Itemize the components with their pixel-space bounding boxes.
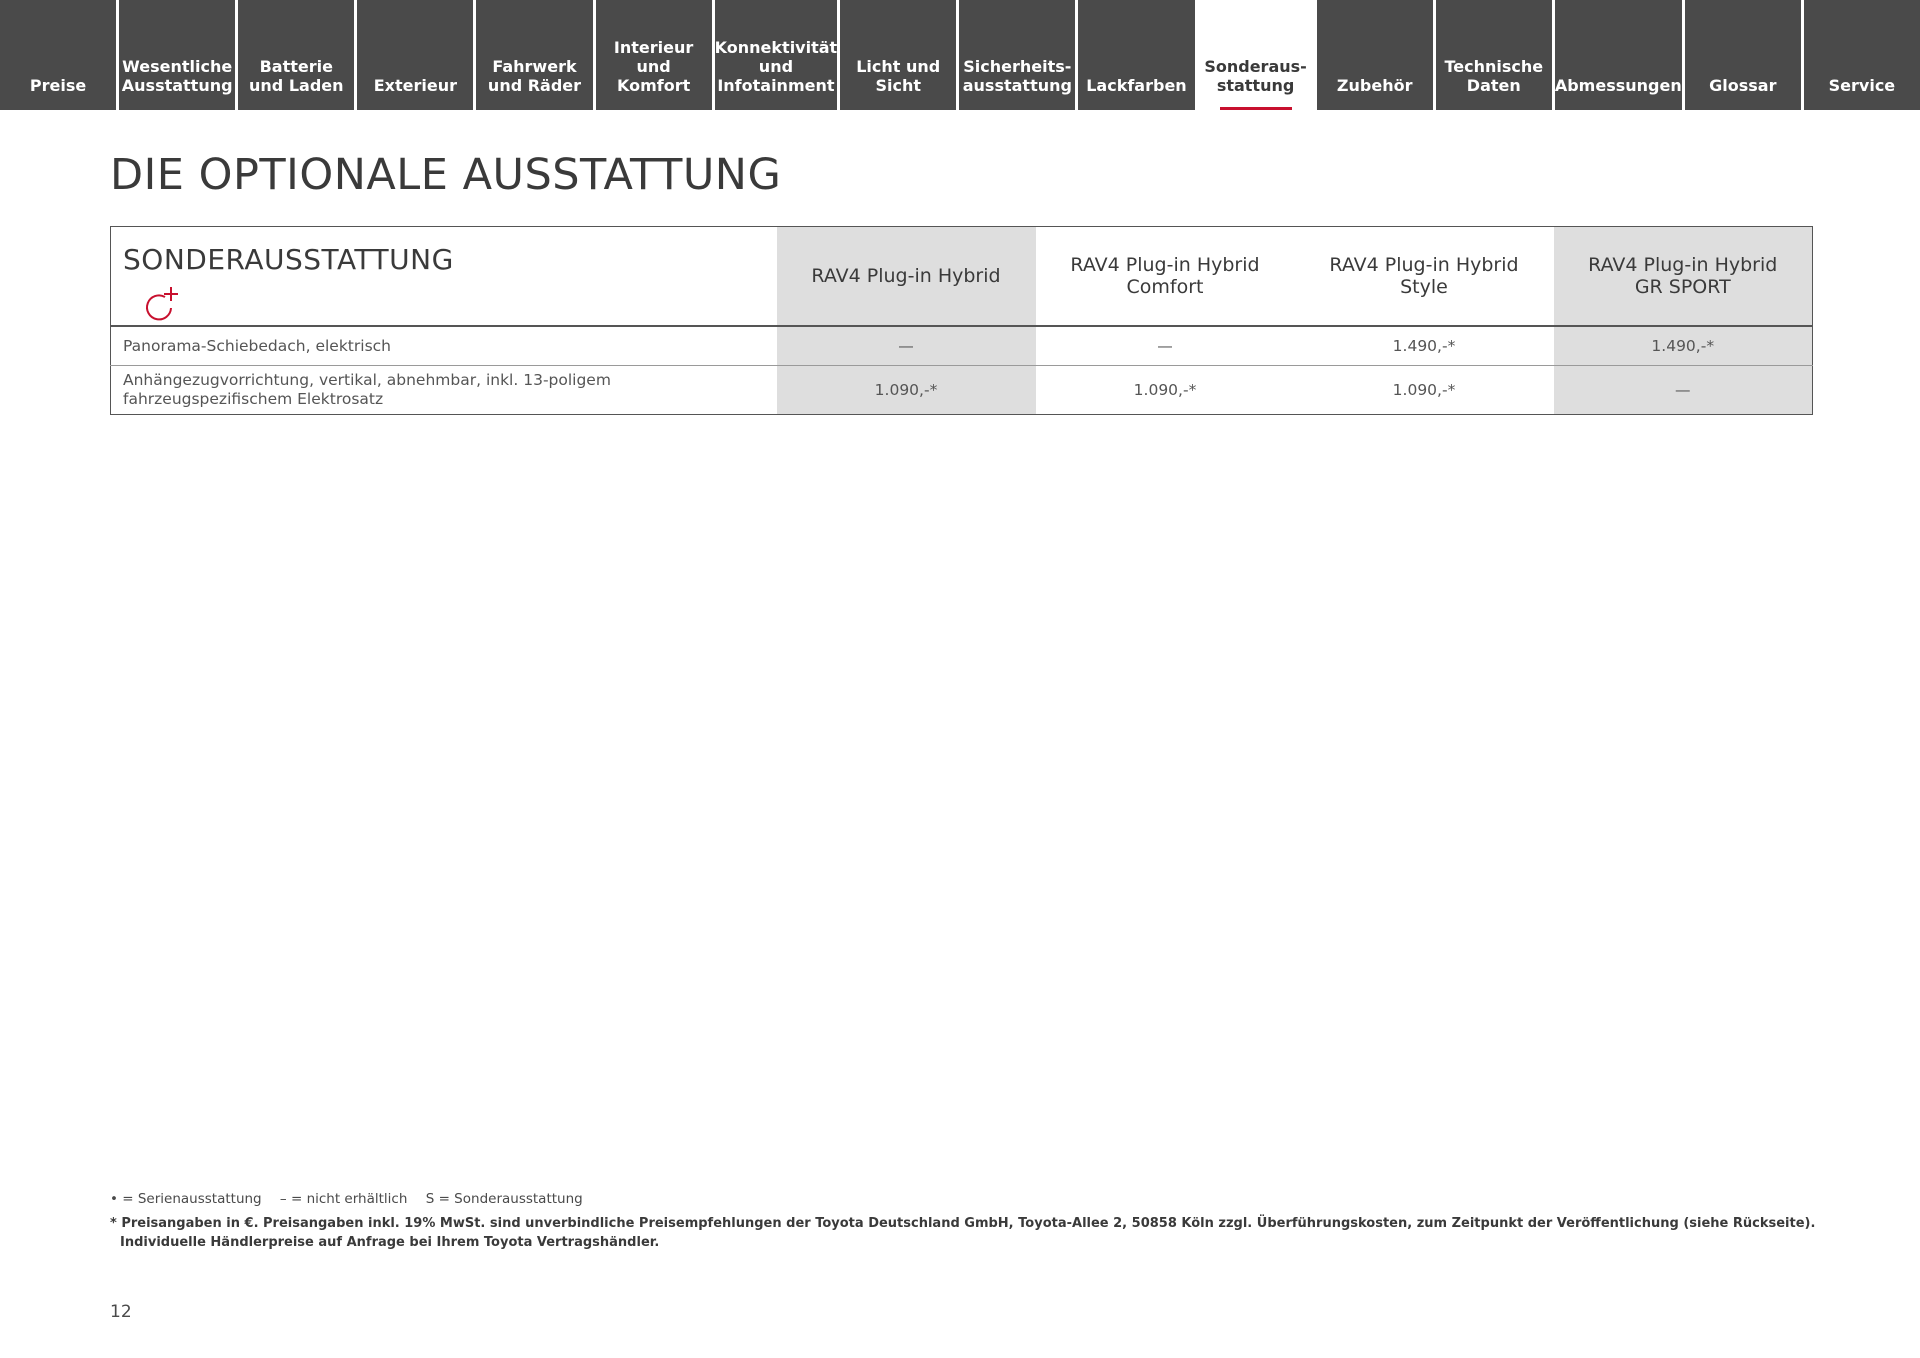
tab-abmessungen[interactable]: Abmessungen xyxy=(1555,0,1682,110)
column-header-gr-sport: RAV4 Plug-in Hybrid GR SPORT xyxy=(1554,227,1813,327)
price-note: * Preisangaben in €. Preisangaben inkl. 19% MwSt. sind unverbindliche Preisempfehlungen der Toyota Deutschland GmbH, Toyota-Allee 2, 50858 Köln zzgl. Überführungskosten, zum Zeitpunkt der Veröffentlichung (siehe Rückseite). xyxy=(110,1216,1816,1231)
column-header-base: RAV4 Plug-in Hybrid xyxy=(777,227,1036,327)
options-table xyxy=(110,226,1813,415)
tab-preise[interactable]: Preise xyxy=(0,0,116,110)
cell-value: 1.490,-* xyxy=(1295,326,1554,366)
tab-lackfarben[interactable]: Lackfarben xyxy=(1078,0,1194,110)
page-title: DIE OPTIONALE AUSSTATTUNG xyxy=(110,150,782,200)
cell-value: 1.090,-* xyxy=(1392,381,1456,399)
tab-batterie-und-laden[interactable]: Batterie und Laden xyxy=(238,0,354,110)
top-navigation xyxy=(0,0,1920,110)
dealer-note: Individuelle Händlerpreise auf Anfrage bei Ihrem Toyota Vertragshändler. xyxy=(120,1235,660,1250)
column-header-style: RAV4 Plug-in Hybrid Style xyxy=(1295,227,1554,327)
legend-item: • = Serienausstattung xyxy=(110,1191,262,1207)
tab-wesentliche-ausstattung[interactable]: Wesentliche Ausstattung xyxy=(119,0,235,110)
tab-glossar[interactable]: Glossar xyxy=(1685,0,1801,110)
table-row xyxy=(111,326,1813,366)
tab-interieur-und-komfort[interactable]: Interieur und Komfort xyxy=(596,0,712,110)
section-header xyxy=(111,227,777,327)
row-label: Panorama-Schiebedach, elektrisch xyxy=(111,326,777,366)
column-header-comfort: RAV4 Plug-in Hybrid Comfort xyxy=(1036,227,1295,327)
cell-value: 1.090,-* xyxy=(777,366,1036,415)
tab-konnektivitaet[interactable]: Konnektivität und Infotainment xyxy=(715,0,838,110)
legend-item: S = Sonderausstattung xyxy=(425,1191,583,1207)
tab-technische-daten[interactable]: Technische Daten xyxy=(1436,0,1552,110)
tab-fahrwerk-und-raeder[interactable]: Fahrwerk und Räder xyxy=(476,0,592,110)
tab-sonderausstattung[interactable]: Sonderaus- stattung xyxy=(1198,0,1314,110)
cell-value: 1.490,-* xyxy=(1554,326,1813,366)
cell-value: — xyxy=(1554,366,1813,415)
table-header-row xyxy=(111,227,1813,327)
legend-item: – = nicht erhältlich xyxy=(279,1191,408,1207)
row-label: Anhängezugvorrichtung, vertikal, abnehmbar, inkl. 13-poligem fahrzeugspezifischem Elektrosatz xyxy=(123,371,611,408)
tab-exterieur[interactable]: Exterieur xyxy=(357,0,473,110)
cell-value: — xyxy=(1036,326,1295,366)
section-label: SONDERAUSSTATTUNG xyxy=(123,243,454,276)
tab-licht-und-sicht[interactable]: Licht und Sicht xyxy=(840,0,956,110)
tab-zubehoer[interactable]: Zubehör xyxy=(1317,0,1433,110)
tab-service[interactable]: Service xyxy=(1804,0,1920,110)
cell-value: 1.090,-* xyxy=(1133,381,1197,399)
page-number: 12 xyxy=(110,1302,132,1322)
circle-plus-icon xyxy=(141,263,181,325)
cell-value: — xyxy=(777,326,1036,366)
legend xyxy=(110,1190,1815,1209)
table-row xyxy=(111,366,1813,415)
tab-sicherheitsausstattung[interactable]: Sicherheits- ausstattung xyxy=(959,0,1075,110)
footnotes xyxy=(110,1190,1815,1252)
